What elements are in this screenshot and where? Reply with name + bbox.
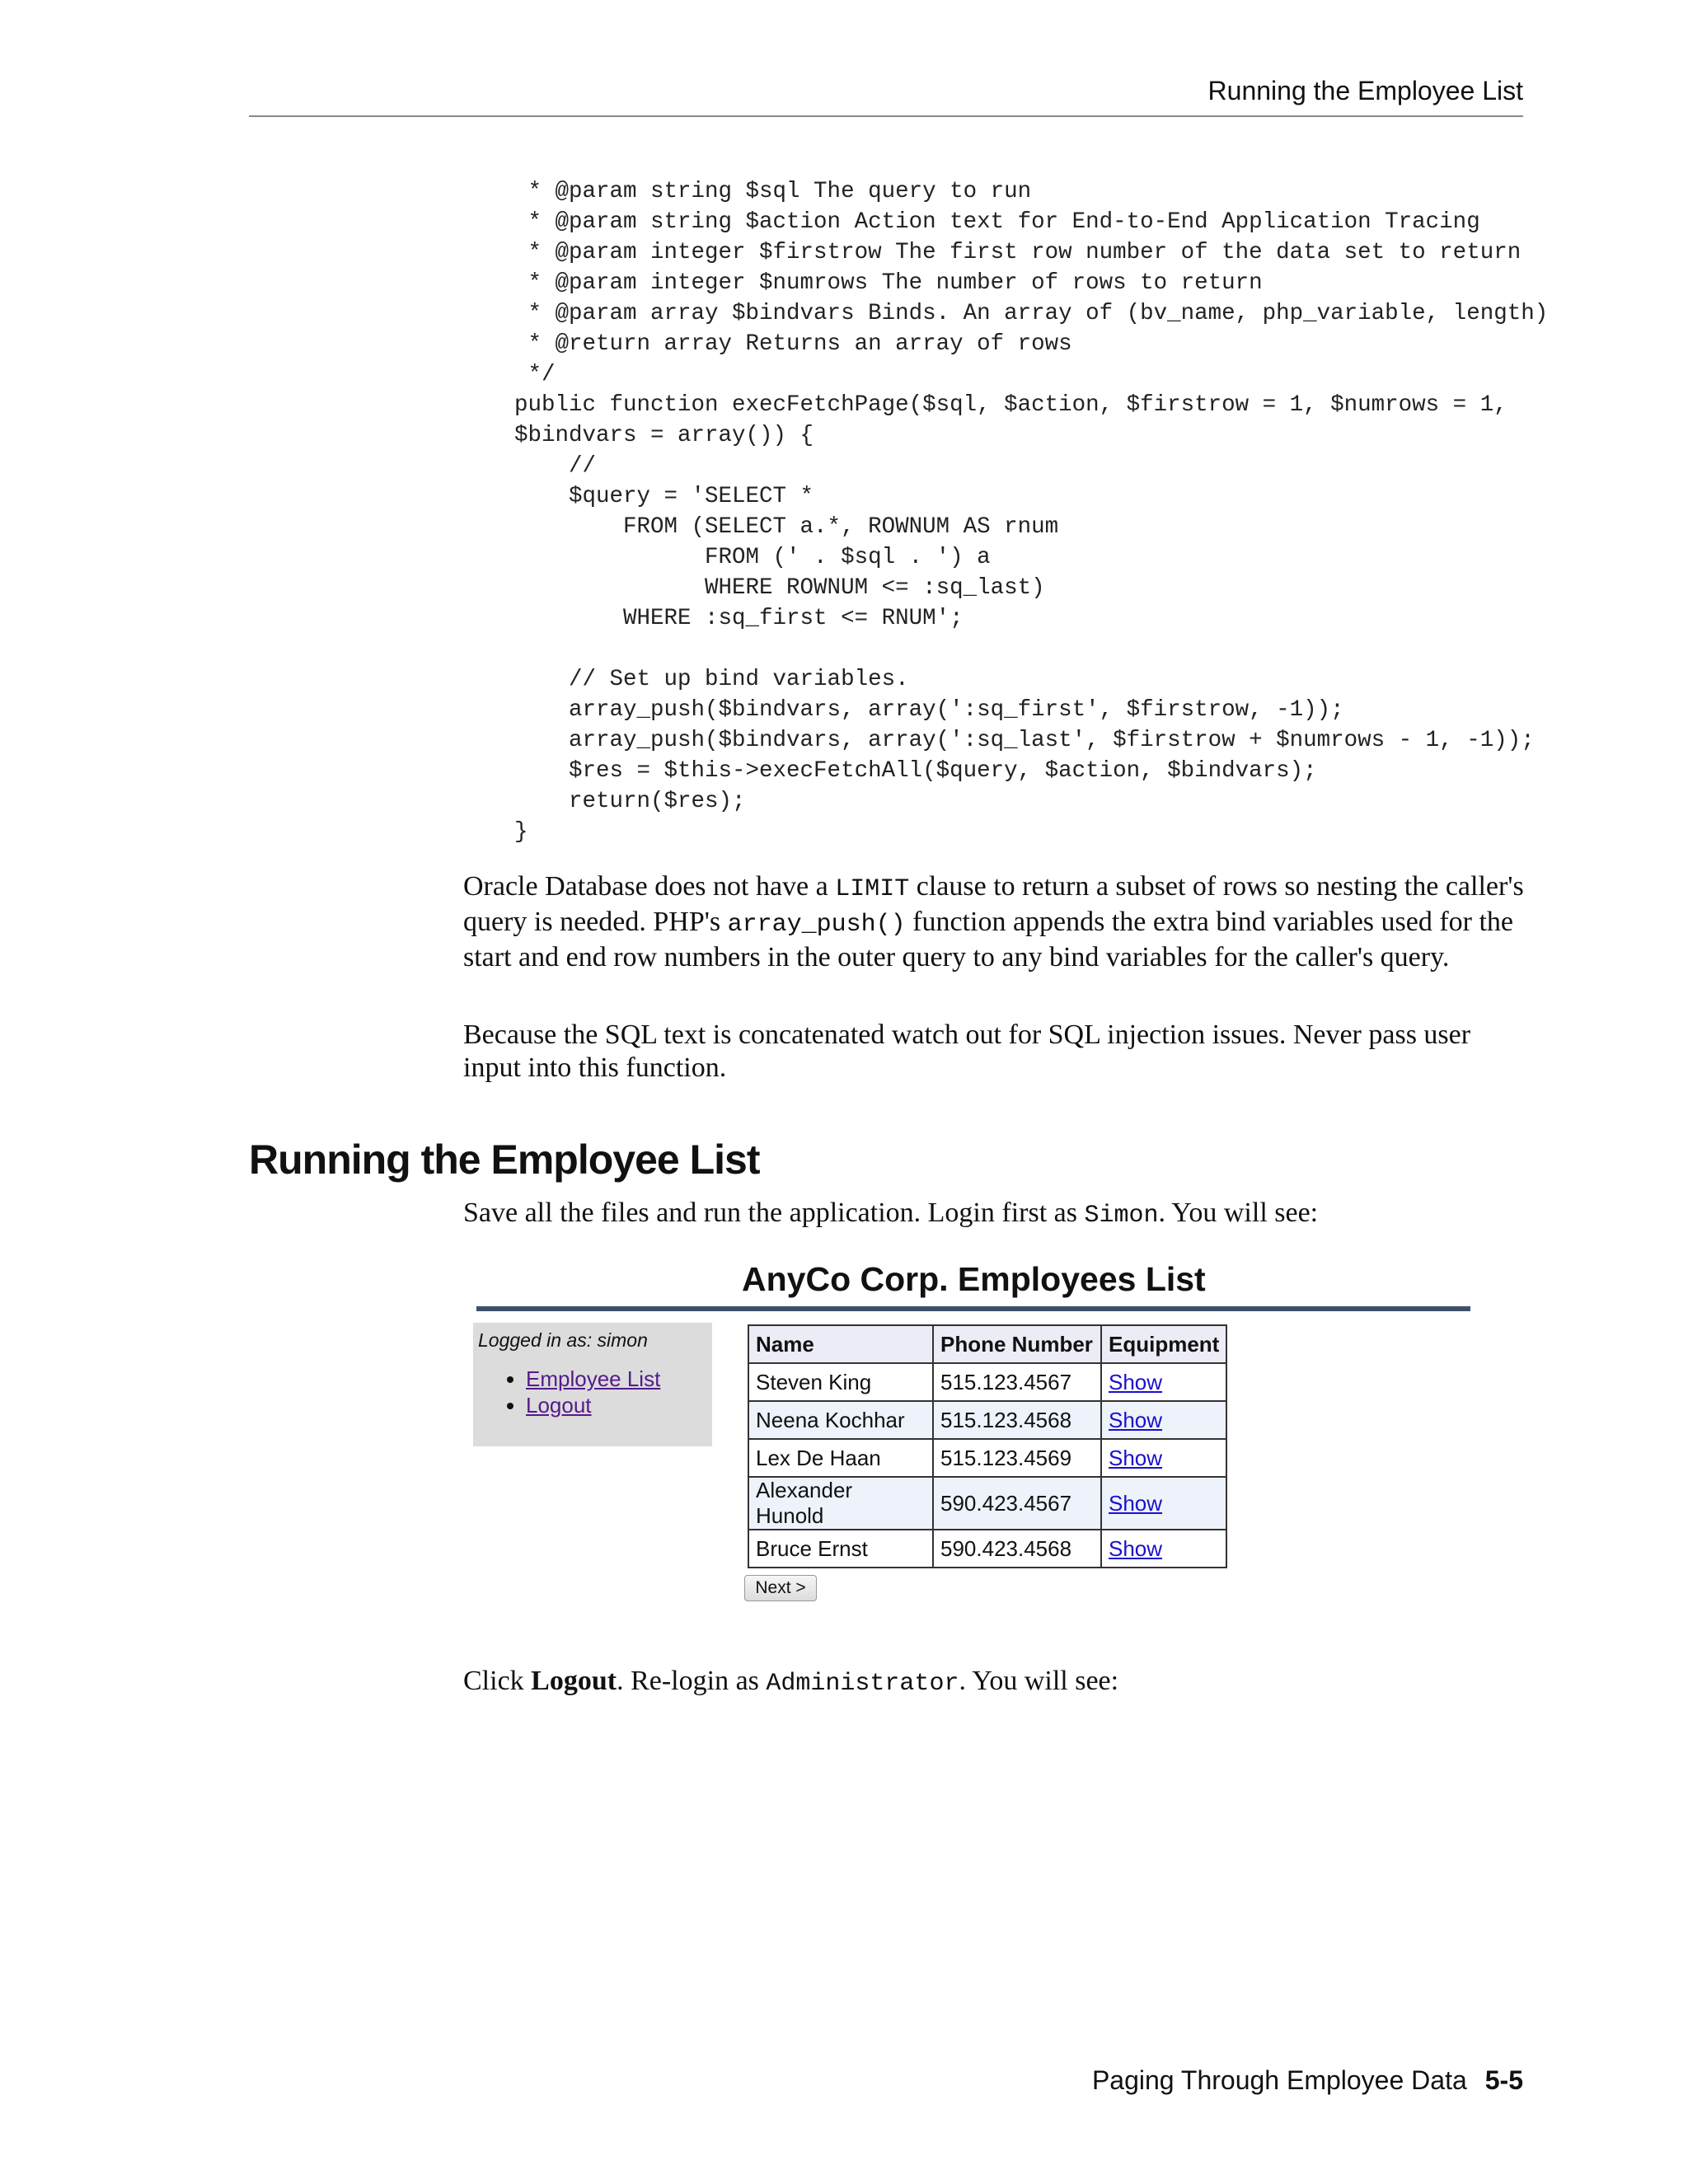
inline-code: Administrator bbox=[766, 1670, 959, 1698]
employee-name: Alexander Hunold bbox=[748, 1477, 933, 1530]
show-equipment-link[interactable]: Show bbox=[1109, 1445, 1163, 1470]
footer-chapter: Paging Through Employee Data bbox=[1091, 2065, 1467, 2095]
next-page-button[interactable]: Next > bbox=[744, 1575, 817, 1601]
employee-list-link[interactable]: Employee List bbox=[526, 1366, 661, 1391]
section-title: Running the Employee List bbox=[249, 1137, 760, 1183]
table-header-row bbox=[748, 1325, 1226, 1363]
column-header-phone: Phone Number bbox=[933, 1325, 1101, 1363]
employee-phone: 515.123.4567 bbox=[933, 1363, 1101, 1401]
table-row bbox=[748, 1439, 1226, 1477]
employee-name: Lex De Haan bbox=[748, 1439, 933, 1477]
employee-name: Steven King bbox=[748, 1363, 933, 1401]
table-row bbox=[748, 1477, 1226, 1530]
logged-in-label: Logged in as: simon bbox=[478, 1329, 648, 1351]
header-rule bbox=[249, 115, 1523, 117]
employee-phone: 515.123.4568 bbox=[933, 1401, 1101, 1439]
equipment-cell bbox=[1101, 1363, 1226, 1401]
bold-term: Logout bbox=[531, 1666, 617, 1696]
paragraph-limit-clause bbox=[463, 870, 1526, 974]
employee-phone: 515.123.4569 bbox=[933, 1439, 1101, 1477]
page-footer bbox=[989, 2065, 1523, 2096]
app-title-rule bbox=[476, 1306, 1470, 1311]
paragraph-relogin bbox=[463, 1665, 1526, 1700]
text-span: clause to return a subset of rows so nesting the caller's query is needed. PHP's bbox=[463, 871, 1524, 937]
equipment-cell bbox=[1101, 1477, 1226, 1530]
employee-phone: 590.423.4567 bbox=[933, 1477, 1101, 1530]
employees-table bbox=[748, 1324, 1227, 1568]
text-span: function appends the extra bind variables used for the start and end row numbers in the outer query to any bind variables for the caller's query. bbox=[463, 907, 1514, 972]
sidebar-item-employee-list bbox=[526, 1366, 660, 1392]
employee-name: Neena Kochhar bbox=[748, 1401, 933, 1439]
text-span: Save all the files and run the application. Login first as bbox=[463, 1197, 1085, 1228]
equipment-cell bbox=[1101, 1439, 1226, 1477]
paragraph-intro bbox=[463, 1197, 1526, 1232]
text-span: . You will see: bbox=[959, 1666, 1119, 1696]
employee-phone: 590.423.4568 bbox=[933, 1530, 1101, 1568]
paragraph-sql-injection: Because the SQL text is concatenated watch out for SQL injection issues. Never pass user input into this function. bbox=[463, 1019, 1471, 1083]
column-header-equipment: Equipment bbox=[1101, 1325, 1226, 1363]
show-equipment-link[interactable]: Show bbox=[1109, 1535, 1163, 1561]
sidebar bbox=[473, 1323, 712, 1446]
show-equipment-link[interactable]: Show bbox=[1109, 1407, 1163, 1432]
app-screenshot bbox=[470, 1257, 1475, 1619]
code-block: * @param string $sql The query to run * @param string $action Action text for End-to-End Application Tracing * @param integer $firstrow The first row number of the data set to return * @param integer $numrows The number of rows to return * @param array $bindvars Binds. An array of (bv_name, php_variable, length) * @return array Returns an array of rows */ public function execFetchPage($sql, $action, $firstrow = 1, $numrows = 1, $bindvars = array()) { // $query = 'SELECT * FROM (SELECT a.*, ROWNUM AS rnum FROM (' . $sql . ') a WHERE ROWNUM <= :sq_last) WHERE :sq_first <= RNUM'; // Set up bind variables. array_push($bindvars, array(':sq_first', $firstrow, -1)); array_push($bindvars, array(':sq_last', $firstrow + $numrows - 1, -1)); $res = $this->execFetchAll($query, $action, $bindvars); return($res); } bbox=[514, 179, 1549, 845]
table-row bbox=[748, 1530, 1226, 1568]
text-span: . Re-login as bbox=[617, 1666, 767, 1696]
equipment-cell bbox=[1101, 1530, 1226, 1568]
column-header-name: Name bbox=[748, 1325, 933, 1363]
inline-code: array_push() bbox=[727, 911, 906, 939]
app-title: AnyCo Corp. Employees List bbox=[742, 1260, 1206, 1298]
text-span: . You will see: bbox=[1158, 1197, 1319, 1228]
page-number: 5-5 bbox=[1484, 2065, 1523, 2095]
inline-code: Simon bbox=[1084, 1202, 1159, 1230]
table-row bbox=[748, 1401, 1226, 1439]
show-equipment-link[interactable]: Show bbox=[1109, 1490, 1163, 1516]
logout-link[interactable]: Logout bbox=[526, 1393, 592, 1418]
running-header: Running the Employee List bbox=[1207, 76, 1523, 105]
sidebar-item-logout bbox=[526, 1392, 660, 1418]
equipment-cell bbox=[1101, 1401, 1226, 1439]
inline-code: LIMIT bbox=[835, 875, 910, 903]
table-row bbox=[748, 1363, 1226, 1401]
sidebar-nav bbox=[473, 1366, 660, 1418]
text-span: Click bbox=[463, 1666, 532, 1696]
show-equipment-link[interactable]: Show bbox=[1109, 1369, 1163, 1394]
text-span: Oracle Database does not have a bbox=[463, 871, 836, 902]
employee-name: Bruce Ernst bbox=[748, 1530, 933, 1568]
